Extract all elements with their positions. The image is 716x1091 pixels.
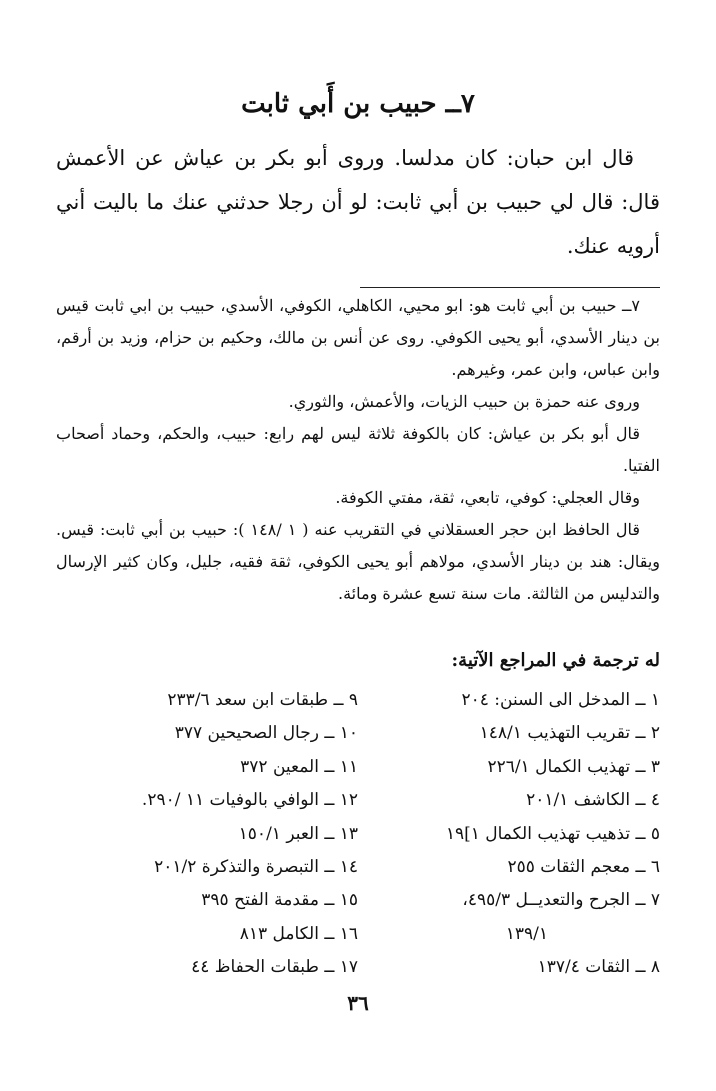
reference-item: ١٠ ــ رجال الصحيحين ٣٧٧ xyxy=(174,723,358,744)
reference-item: ١٥ ــ مقدمة الفتح ٣٩٥ xyxy=(201,890,358,911)
footnote-paragraph: وقال العجلي: كوفي، تابعي، ثقة، مفتي الكوفة. xyxy=(335,488,640,507)
footnote-paragraph: ٧ــ حبيب بن أبي ثابت هو: ابو محيي، الكاهلي، الكوفي، الأسدي، حبيب بن ابي ثابت قيس بن دينار الأسدي، أبو يحيى الكوفي. روى عن أنس بن مالك، وحكيم بن حزام، وزيد بن أرقم، وابن عباس، وابن عمر، وغيرهم. xyxy=(56,296,660,379)
main-text xyxy=(56,136,660,268)
reference-item: ٩ ــ طبقات ابن سعد ٢٣٣/٦ xyxy=(167,690,358,710)
footnote-paragraph: قال أبو بكر بن عياش: كان بالكوفة ثلاثة ليس لهم رابع: حبيب، والحكم، وحماد أصحاب الفتيا. xyxy=(56,424,660,475)
reference-item: ١٣ ــ العبر ١٥٠/١ xyxy=(238,823,358,844)
reference-item: ١١ ــ المعين ٣٧٢ xyxy=(240,756,358,777)
reference-item: ١ ــ المدخل الى السنن: ٢٠٤ xyxy=(461,690,660,710)
reference-item: ٤ ــ الكاشف ٢٠١/١ xyxy=(526,790,660,811)
reference-item: ١٧ ــ طبقات الحفاظ ٤٤ xyxy=(191,957,358,978)
book-page xyxy=(56,0,660,1091)
page-number: ٣٦ xyxy=(347,991,369,1015)
reference-item: ٦ ــ معجم الثقات ٢٥٥ xyxy=(507,857,660,878)
reference-item: ١٦ ــ الكامل ٨١٣ xyxy=(239,923,358,944)
footnote-paragraph: قال الحافظ ابن حجر العسقلاني في التقريب عنه ( ١ /١٤٨ ): حبيب بن أبي ثابت: قيس. ويقال: هند بن دينار الأسدي، مولاهم أبو يحيى الكوفي، ثقة فقيه، جليل، وكان كثير الإرسال والتدليس من الثالثة. مات سنة تسع عشرة ومائة. xyxy=(56,520,660,603)
reference-item: ١٢ ــ الوافي بالوفيات ١١ /٢٩٠. xyxy=(141,790,358,811)
reference-item: ٢ ــ تقريب التهذيب ١٤٨/١ xyxy=(479,723,660,744)
footnote-paragraph: وروى عنه حمزة بن حبيب الزيات، والأعمش، والثوري. xyxy=(288,392,640,411)
references-heading: له ترجمة في المراجع الآتية: xyxy=(451,650,660,671)
reference-item: ٧ ــ الجرح والتعديــل ٤٩٥/٣، xyxy=(462,890,660,911)
reference-item: ٣ ــ تهذيب الكمال ٢٢٦/١ xyxy=(487,756,660,777)
reference-item-continuation: ١٣٩/١ xyxy=(505,923,548,944)
reference-item: ٥ ــ تذهيب تهذيب الكمال ١]١٩ xyxy=(445,823,660,844)
references-list xyxy=(56,684,660,984)
entry-title: ٧ــ حبيب بن أَبي ثابت xyxy=(241,89,475,119)
reference-item: ٨ ــ الثقات ١٣٧/٤ xyxy=(537,957,660,978)
references-column-right xyxy=(358,684,660,985)
footnotes xyxy=(56,290,660,610)
footnote-divider xyxy=(360,287,660,288)
main-paragraph: قال ابن حبان: كان مدلسا. وروى أبو بكر بن عياش عن الأعمش قال: قال لي حبيب بن أبي ثابت: لو أن رجلا حدثني عنك ما باليت أني أرويه عنك. xyxy=(56,146,660,258)
references-column-left xyxy=(56,684,358,985)
reference-item: ١٤ ــ التبصرة والتذكرة ٢٠١/٢ xyxy=(154,857,358,878)
